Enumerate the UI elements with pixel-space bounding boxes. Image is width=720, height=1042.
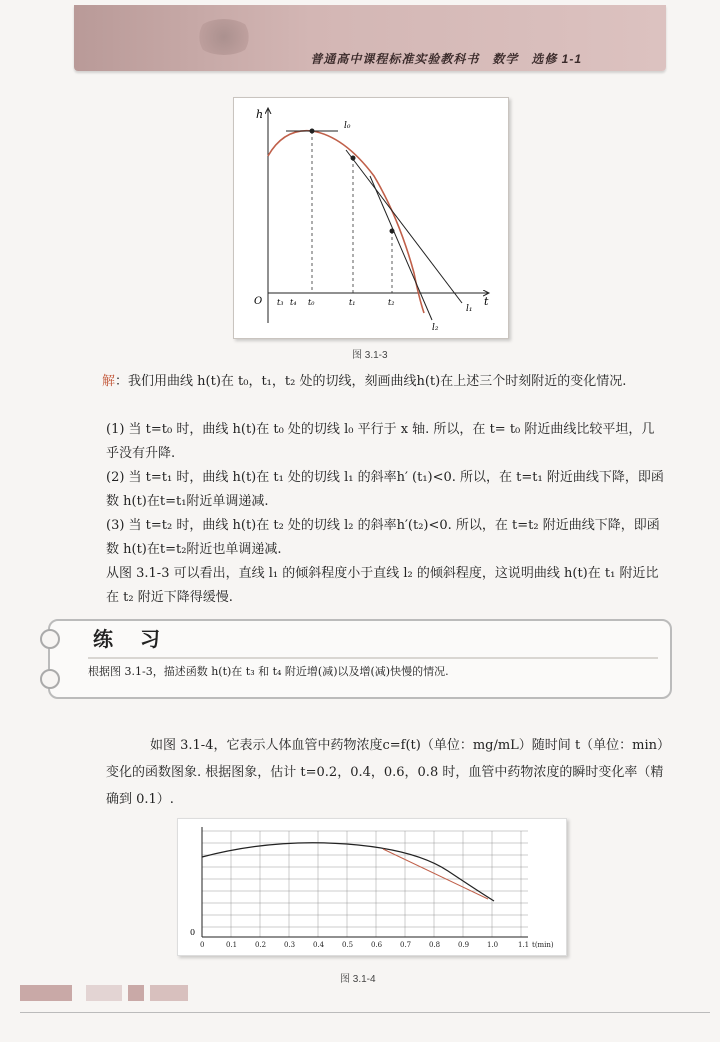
footer-block	[150, 985, 188, 1001]
tangent-l2	[370, 176, 432, 320]
solution-intro	[102, 370, 662, 394]
y-zero-label: 0	[190, 928, 196, 937]
point-t0	[310, 129, 315, 134]
point-t1	[351, 156, 356, 161]
figure-3-1-3	[233, 97, 509, 339]
x-tick: 0.4	[313, 941, 325, 949]
footer-block	[86, 985, 122, 1001]
x-tick: 0.5	[342, 941, 354, 949]
x-tick: 1.1	[518, 941, 530, 949]
tick-t4: t₄	[290, 298, 297, 307]
point-t2	[390, 229, 395, 234]
concentration-graph	[178, 819, 566, 955]
tick-t1: t₁	[349, 298, 356, 307]
footer-block	[128, 985, 144, 1001]
question-text: 如图 3.1-4，它表示人体血管中药物浓度c=f(t)（单位：mg/mL）随时间 t（单位：min）变化的函数图象. 根据图象，估计 t=0.2，0.4，0.6，0.8 时，血管中药物浓度的瞬时变化率（精确到 0.1）.	[106, 738, 671, 807]
ring-icon	[40, 669, 60, 689]
x-tick: 0	[200, 941, 205, 949]
exercise-divider	[88, 657, 658, 659]
solution-p3: (3) 当 t=t₂ 时，曲线 h(t)在 t₂ 处的切线 l₂ 的斜率h′(t₂)<0. 所以，在 t=t₂ 附近曲线下降，即函数 h(t)在t=t₂附近也单调递减.	[106, 518, 660, 557]
figure-caption-1: 图 3.1-3	[352, 350, 388, 361]
origin-label: O	[254, 296, 263, 307]
tick-t3: t₃	[277, 298, 284, 307]
l1-label: l₁	[466, 304, 473, 314]
t-axis-label: t	[484, 295, 489, 308]
book-title: 普通高中课程标准实验教科书 数学 选修 1-1	[310, 52, 582, 66]
ring-icon	[40, 629, 60, 649]
exercise-text: 根据图 3.1-3，描述函数 h(t)在 t₃ 和 t₄ 附近增(减)以及增(减)快慢的情况.	[88, 665, 449, 678]
x-tick: 0.1	[226, 941, 238, 949]
x-tick: 0.7	[400, 941, 412, 949]
solution-label: 解	[102, 374, 116, 389]
page-header	[74, 5, 666, 71]
tangent-l1	[346, 150, 462, 303]
h-axis-label: h	[256, 108, 264, 121]
exercise-box	[48, 619, 672, 699]
footer-block	[20, 985, 72, 1001]
solution-p4: 从图 3.1-3 可以看出，直线 l₁ 的倾斜程度小于直线 l₂ 的倾斜程度，这说明曲线 h(t)在 t₁ 附近比在 t₂ 附近下降得缓慢.	[106, 566, 659, 605]
x-tick: 0.2	[255, 941, 267, 949]
x-tick: 0.9	[458, 941, 470, 949]
tick-t0: t₀	[308, 298, 315, 307]
tangent-line	[383, 849, 488, 899]
x-unit-label: t(min)	[532, 941, 554, 949]
tick-t2: t₂	[388, 298, 395, 307]
concentration-curve	[202, 843, 494, 901]
figure-caption-2: 图 3.1-4	[340, 974, 376, 985]
l2-label: l₂	[432, 323, 439, 333]
figure-3-1-4	[177, 818, 567, 956]
solution-p2: (2) 当 t=t₁ 时，曲线 h(t)在 t₁ 处的切线 l₁ 的斜率h′ (t₁)<0. 所以，在 t=t₁ 附近曲线下降，即函数 h(t)在t=t₁附近单调递减.	[106, 470, 664, 509]
bottom-rule	[20, 1012, 710, 1013]
tangent-lines-diagram	[234, 98, 508, 338]
solution-p1: (1) 当 t=t₀ 时，曲线 h(t)在 t₀ 处的切线 l₀ 平行于 x 轴. 所以，在 t= t₀ 附近曲线比较平坦，几乎没有升降.	[106, 422, 655, 461]
x-tick: 0.6	[371, 941, 383, 949]
x-tick-labels	[200, 941, 554, 949]
x-tick: 1.0	[487, 941, 499, 949]
solution-intro-text: ：我们用曲线 h(t)在 t₀，t₁，t₂ 处的切线，刻画曲线h(t)在上述三个时刻附近的变化情况.	[115, 374, 627, 389]
l0-label: l₀	[344, 121, 351, 131]
header-decoration	[194, 19, 254, 55]
x-tick: 0.3	[284, 941, 296, 949]
exercise-title: 练 习	[93, 627, 170, 651]
x-tick: 0.8	[429, 941, 441, 949]
